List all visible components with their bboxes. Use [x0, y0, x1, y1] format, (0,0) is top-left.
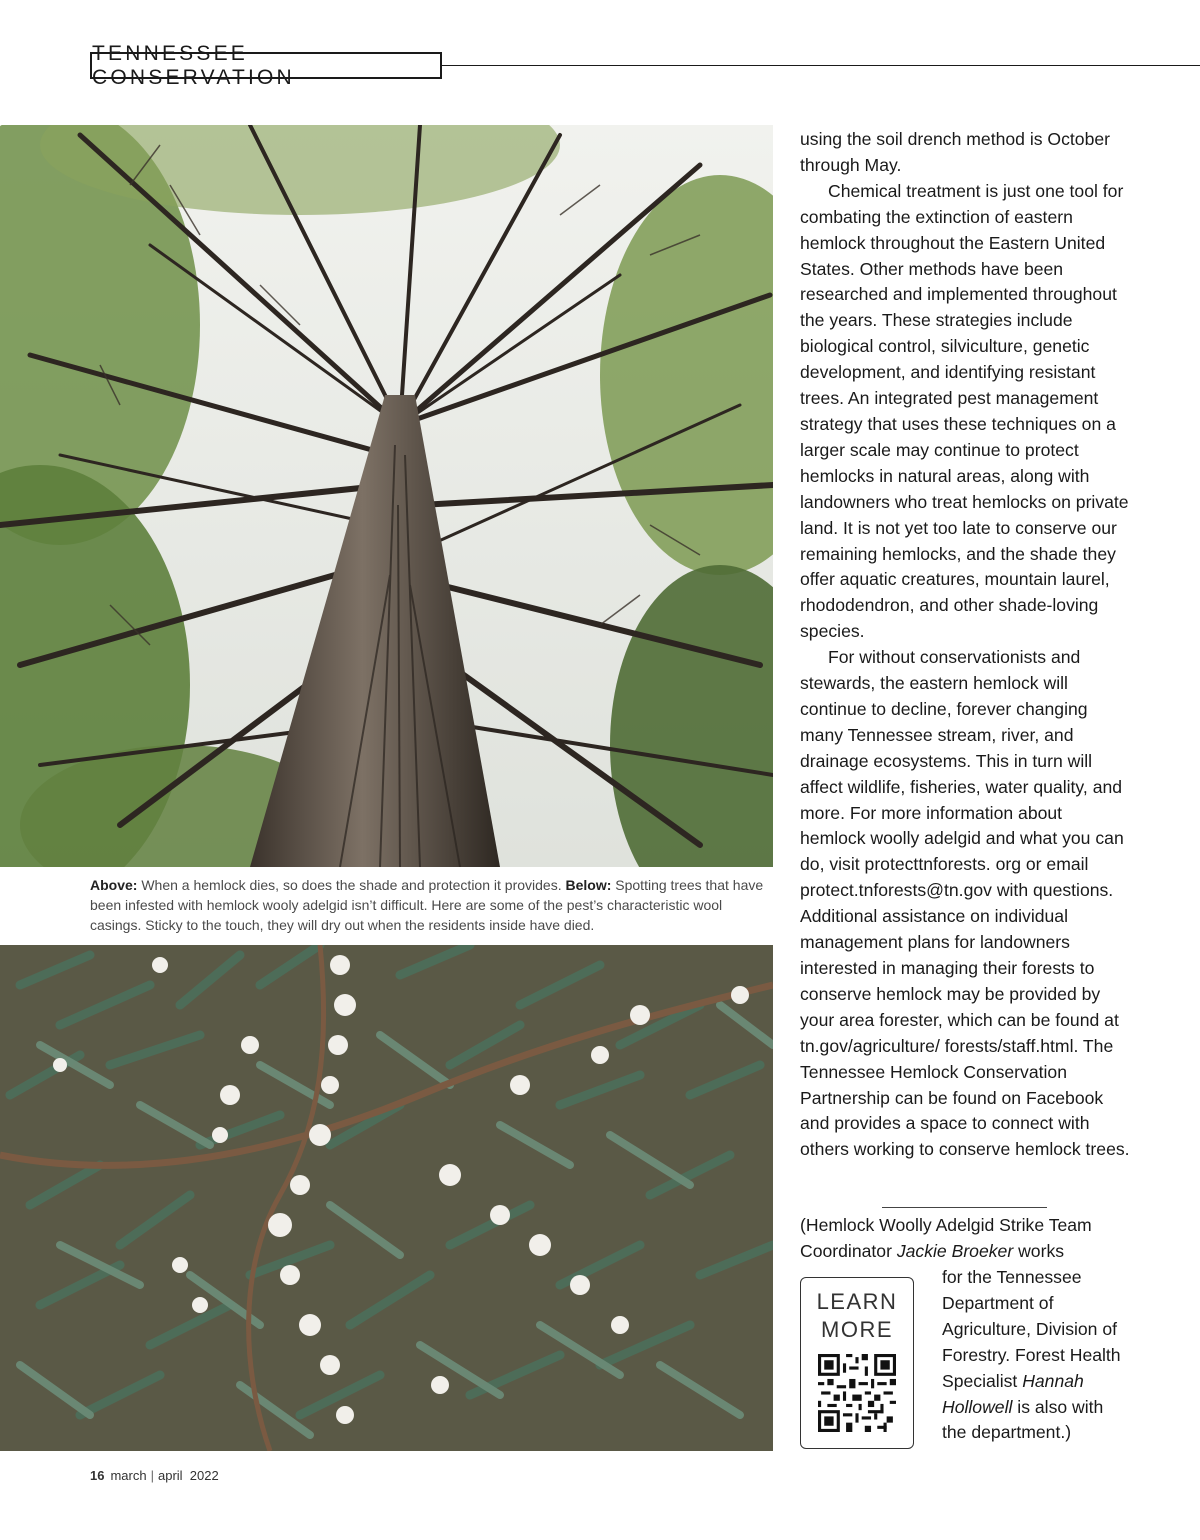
caption-above-label: Above:: [90, 877, 138, 893]
page-footer: [90, 1468, 219, 1483]
header-rule: [442, 65, 1200, 66]
dead-hemlock-photo: [0, 125, 773, 867]
learn-more-box[interactable]: [800, 1277, 914, 1449]
caption-above-text: When a hemlock dies, so does the shade and protection it provides.: [137, 877, 566, 893]
author-bio-intro: [800, 1213, 1130, 1265]
bio-text: works: [1013, 1240, 1065, 1261]
bio-text: is also with the department.): [942, 1396, 1104, 1443]
issue-month: march: [110, 1468, 147, 1483]
learn-more-label: [801, 1288, 913, 1344]
footer-separator: |: [150, 1468, 154, 1483]
bio-divider: [882, 1207, 1047, 1208]
learn-more-line: LEARN: [816, 1289, 898, 1314]
learn-more-line: MORE: [821, 1317, 893, 1342]
caption-below-text: Spotting trees that have been infested with hemlock wooly adelgid isn’t difficult. Here are some of the pest’s characteristic wool casings. Sticky to the touch, they will dry out when the residents inside have died.: [90, 877, 764, 933]
article-paragraph: using the soil drench method is October through May.: [800, 129, 1111, 175]
photo-caption: [90, 875, 770, 935]
qr-code-icon[interactable]: [818, 1354, 896, 1432]
page-number: 16: [90, 1468, 105, 1483]
article-paragraph: Chemical treatment is just one tool for combating the extinction of eastern hemlock throughout the Eastern United States. Other methods have been researched and implemented throughout the years. These strategies include biological control, silviculture, genetic development, and identifying resistant trees. An integrated pest management strategy that uses these techniques on a larger scale may continue to protect hemlocks in natural areas, along with landowners who treat hemlocks on private land. It is not yet too late to conserve our remaining hemlocks, and the shade they offer aquatic creatures, mountain laurel, rhododendron, and other shade-loving species.: [800, 180, 1129, 642]
article-paragraph: For without conservationists and stewards, the eastern hemlock will continue to decline, forever changing many Tennessee stream, river, and drainage ecosystems. This in turn will affect wildlife, fisheries, water quality, and more. For more information about hemlock woolly adelgid and what you can do, visit protecttnforests. org or email protect.tnforests@tn.gov with questions. Additional assistance on individual management plans for landowners interested in managing their forests to conserve hemlock may be provided by your area forester, which can be found at tn.gov/agriculture/ forests/staff.html. The Tennessee Hemlock Conservation Partnership can be found on Facebook and provides a space to connect with others working to conserve hemlock trees.: [800, 647, 1130, 1160]
section-header: [90, 41, 442, 89]
bio-text: for the Tennessee Department of Agriculture, Division of Forestry. Forest Health Specialist: [942, 1267, 1121, 1391]
bio-text: (Hemlock Woolly Adelgid Strike Team Coordinator: [800, 1215, 1092, 1261]
issue-year: 2022: [189, 1468, 219, 1483]
adelgid-needles-photo: [0, 945, 773, 1451]
caption-below-label: Below:: [565, 877, 612, 893]
section-title: TENNESSEE CONSERVATION: [92, 41, 295, 89]
author-bio-continued: [942, 1265, 1132, 1446]
article-body: [800, 127, 1130, 1163]
issue-month: april: [157, 1468, 183, 1483]
bio-author-name: Hannah Hollowell: [942, 1370, 1084, 1417]
bio-author-name: Jackie Broeker: [896, 1240, 1014, 1261]
